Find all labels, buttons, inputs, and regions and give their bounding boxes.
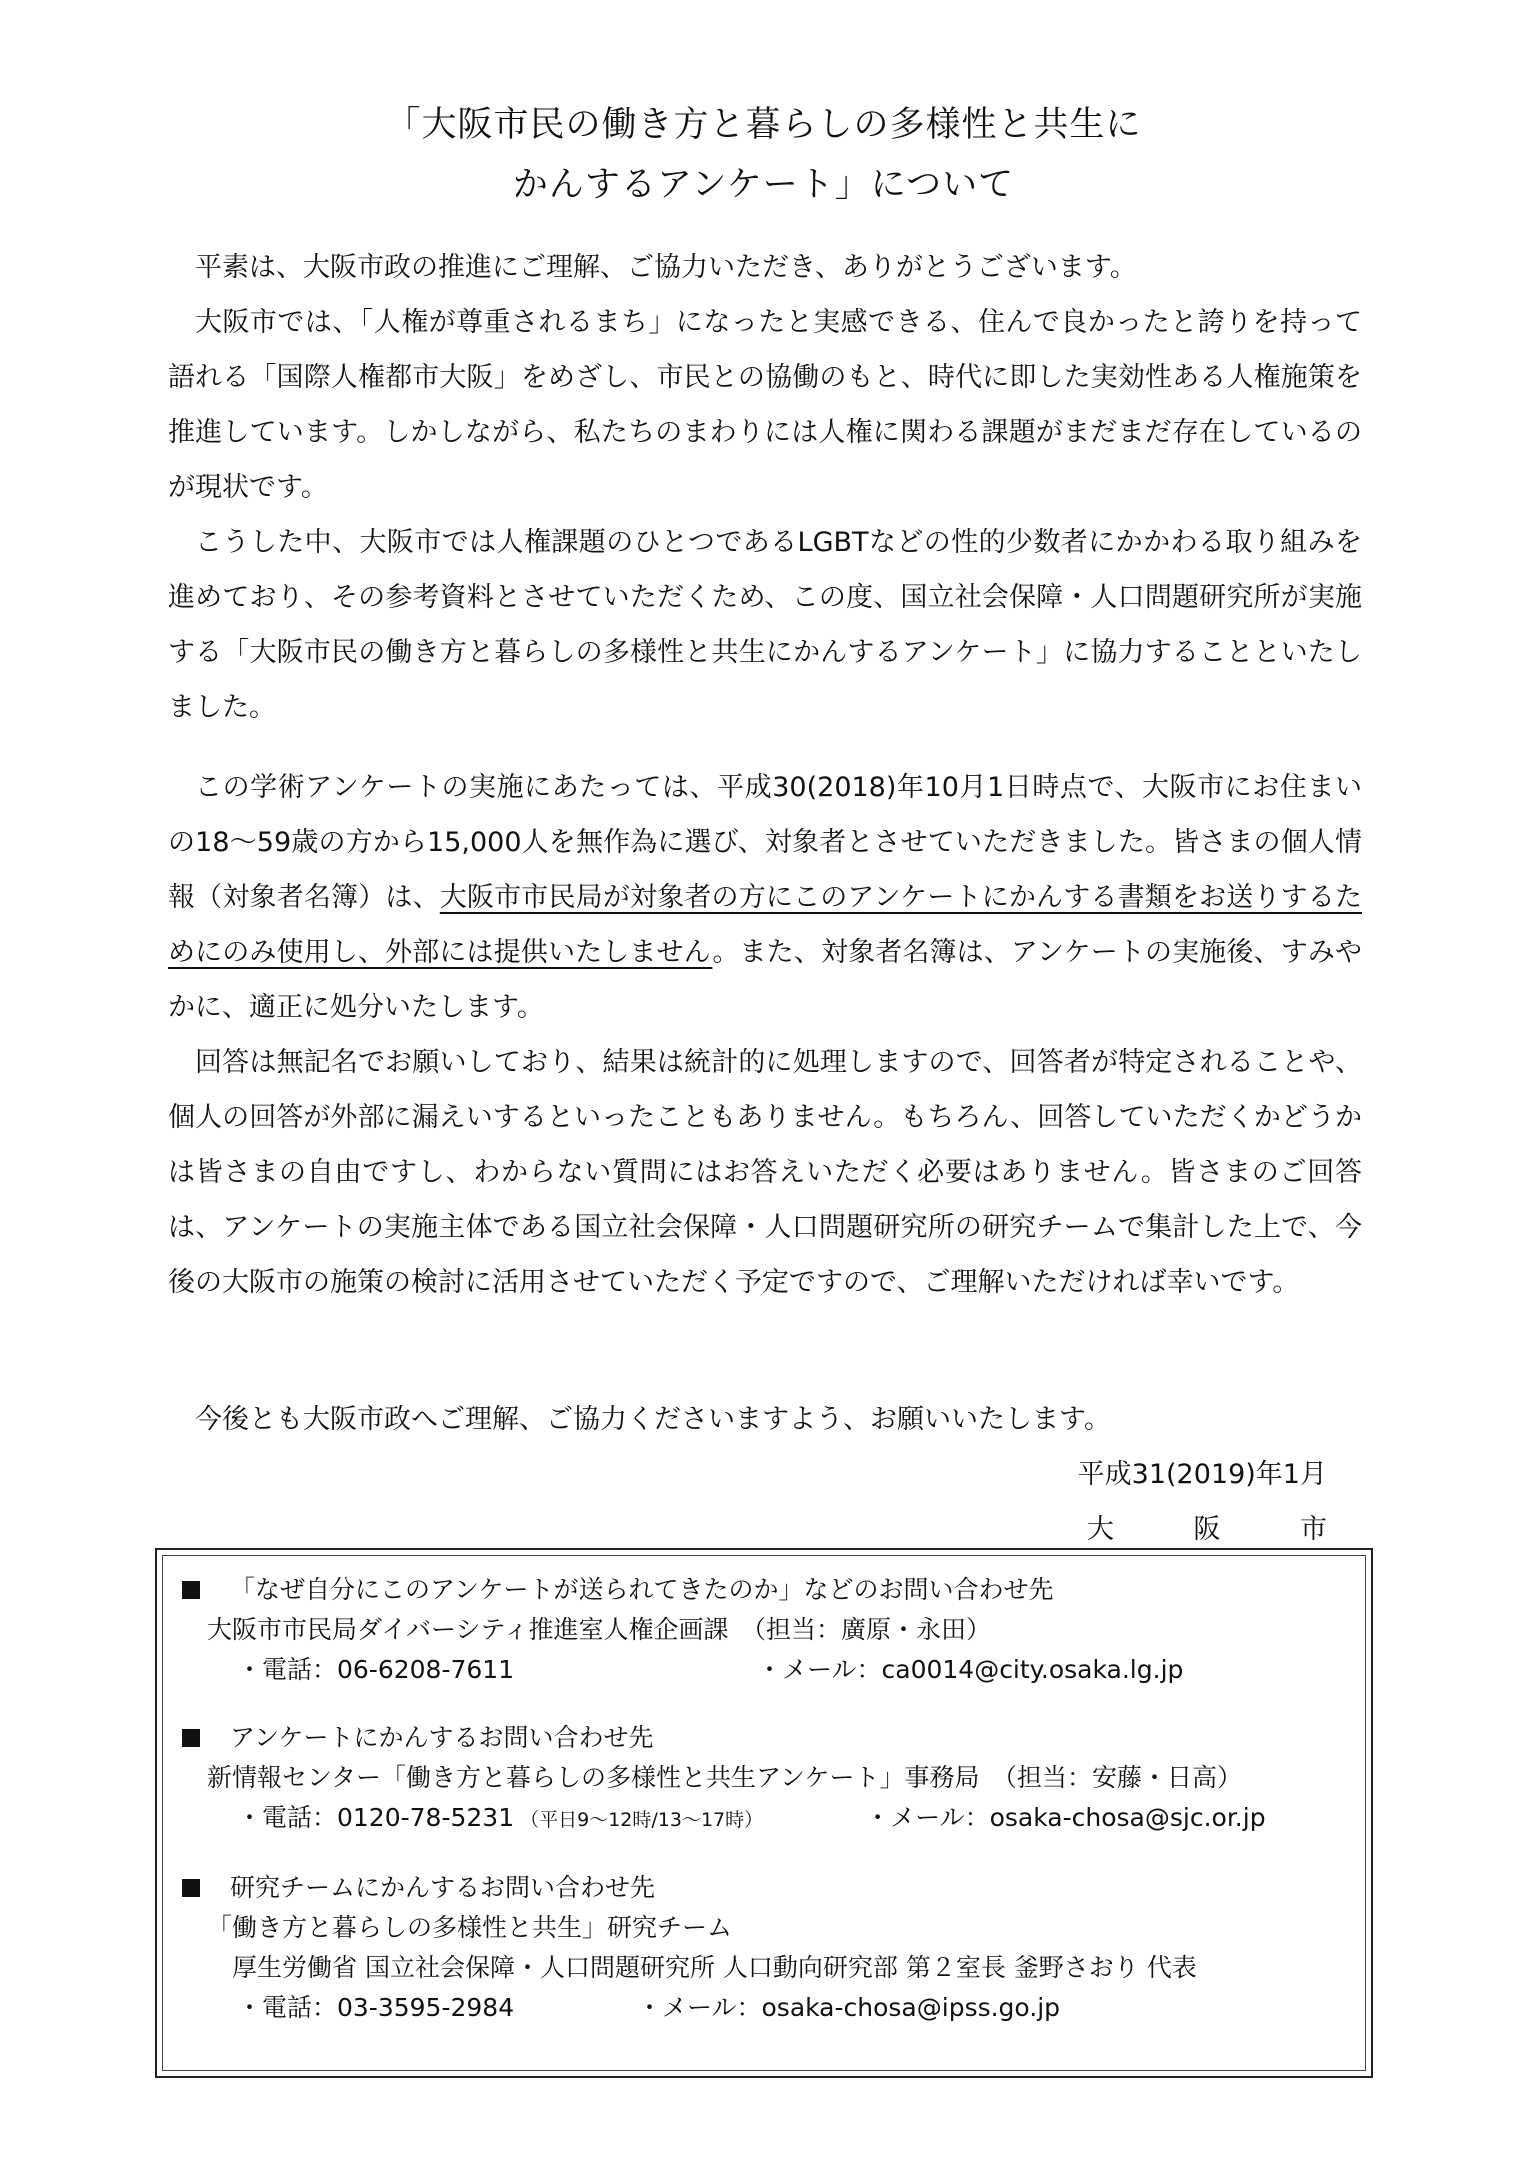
section-heading-row <box>182 1570 1361 1610</box>
privacy-text-after: 。また、対象者名簿は、アンケートの実施後、すみやかに、適正に処分いたします。 <box>168 937 1362 1023</box>
paragraph-osaka-policy: 大阪市では、「人権が尊重されるまち」になったと実感できる、住んで良かったと誇りを持って語れる「国際人権都市大阪」をめざし、市民との協働のもと、時代に即した実効性ある人権施策を推進しています。しかしながら、私たちのまわりには人権に関わる課題がまだまだ存在しているのが現状です。 <box>168 307 1362 503</box>
contact-line <box>182 1988 1361 2028</box>
contact-box <box>155 1548 1373 2078</box>
survey-paragraphs <box>168 760 1362 1310</box>
contact-email[interactable]: ・メール：osaka-chosa@ipss.go.jp <box>637 1993 1061 2022</box>
issuer-char: 大 <box>1087 1514 1114 1545</box>
paragraph-greeting: 平素は、大阪市政の推進にご理解、ご協力いただき、ありがとうございます。 <box>195 252 1137 283</box>
section-heading: 「なぜ自分にこのアンケートが送られてきたのか」などのお問い合わせ先 <box>230 1575 1054 1604</box>
paragraph-privacy <box>168 760 1362 1035</box>
paragraph-closing: 今後とも大阪市政へご理解、ご協力くださいますよう、お願いいたします。 <box>195 1404 1111 1435</box>
privacy-text-before: この学術アンケートの実施にあたっては、平成30(2018)年10月1日時点で、大阪市にお住まいの18～59歳の方から15,000人を無作為に選び、対象者とさせていただきました。皆さまの個人情報（対象者名簿）は、 <box>168 772 1362 913</box>
issuer-char: 市 <box>1300 1514 1327 1545</box>
contact-org: 厚生労働省 国立社会保障・人口問題研究所 人口動向研究部 第２室長 釜野さおり 代表 <box>232 1953 1197 1982</box>
privacy-underlined-text: 大阪市市民局が対象者の方にこのアンケートにかんする書類をお送りするためにのみ使用し、外部には提供いたしません <box>168 882 1362 968</box>
contact-phone: ・電話：06-6208-7611 <box>237 1655 515 1684</box>
section-heading-row <box>182 1718 1361 1758</box>
research-team-name: 「働き方と暮らしの多様性と共生」研究チーム <box>207 1913 733 1942</box>
contact-line <box>182 1650 1361 1690</box>
issue-date: 平成31(2019)年1月 <box>1077 1459 1327 1490</box>
section-heading-row <box>182 1868 1361 1908</box>
contact-section-survey-office <box>182 1718 1361 1840</box>
section-heading: 研究チームにかんするお問い合わせ先 <box>230 1873 656 1902</box>
paragraph-survey-cooperation: こうした中、大阪市では人権課題のひとつであるLGBTなどの性的少数者にかかわる取り組みを進めており、その参考資料とさせていただくため、この度、国立社会保障・人口問題研究所が実施する「大阪市民の働き方と暮らしの多様性と共生にかんするアンケート」に協力することといたしました。 <box>168 527 1362 723</box>
document-title <box>0 95 1527 215</box>
paragraph-anonymity: 回答は無記名でお願いしており、結果は統計的に処理しますので、回答者が特定されることや、個人の回答が外部に漏えいするといったこともありません。もちろん、回答していただくかどうかは皆さまの自由ですし、わからない質問にはお答えいただく必要はありません。皆さまのご回答は、アンケートの実施主体である国立社会保障・人口問題研究所の研究チームで集計した上で、今後の大阪市の施策の検討に活用させていただく予定ですので、ご理解いただければ幸いです。 <box>168 1047 1362 1298</box>
intro-paragraphs <box>168 240 1362 735</box>
black-square-icon <box>182 1879 200 1897</box>
contact-line <box>182 1798 1361 1840</box>
contact-phone: ・電話：03-3595-2984 <box>237 1993 515 2022</box>
contact-org: 大阪市市民局ダイバーシティ推進室人権企画課 （担当：廣原・永田） <box>207 1615 992 1644</box>
contact-org: 新情報センター「働き方と暮らしの多様性と共生アンケート」事務局 （担当：安藤・日高） <box>207 1763 1243 1792</box>
contact-section-city <box>182 1570 1361 1690</box>
issuer-char: 阪 <box>1193 1514 1221 1545</box>
contact-email[interactable]: ・メール：osaka-chosa@sjc.or.jp <box>865 1803 1266 1832</box>
contact-content <box>182 1570 1361 2056</box>
closing-paragraph <box>168 1392 1362 1447</box>
contact-email[interactable]: ・メール：ca0014@city.osaka.lg.jp <box>757 1655 1184 1684</box>
section-heading: アンケートにかんするお問い合わせ先 <box>230 1723 654 1752</box>
black-square-icon <box>182 1581 200 1599</box>
contact-hours: （平日9～12時/13～17時） <box>520 1809 764 1831</box>
title-line-1: 「大阪市民の働き方と暮らしの多様性と共生に <box>385 105 1142 145</box>
black-square-icon <box>182 1729 200 1747</box>
contact-section-research-team <box>182 1868 1361 2028</box>
signature-block <box>1007 1447 1327 1557</box>
title-line-2: かんするアンケート」について <box>512 165 1015 205</box>
contact-phone: ・電話：0120-78-5231 <box>237 1803 515 1832</box>
